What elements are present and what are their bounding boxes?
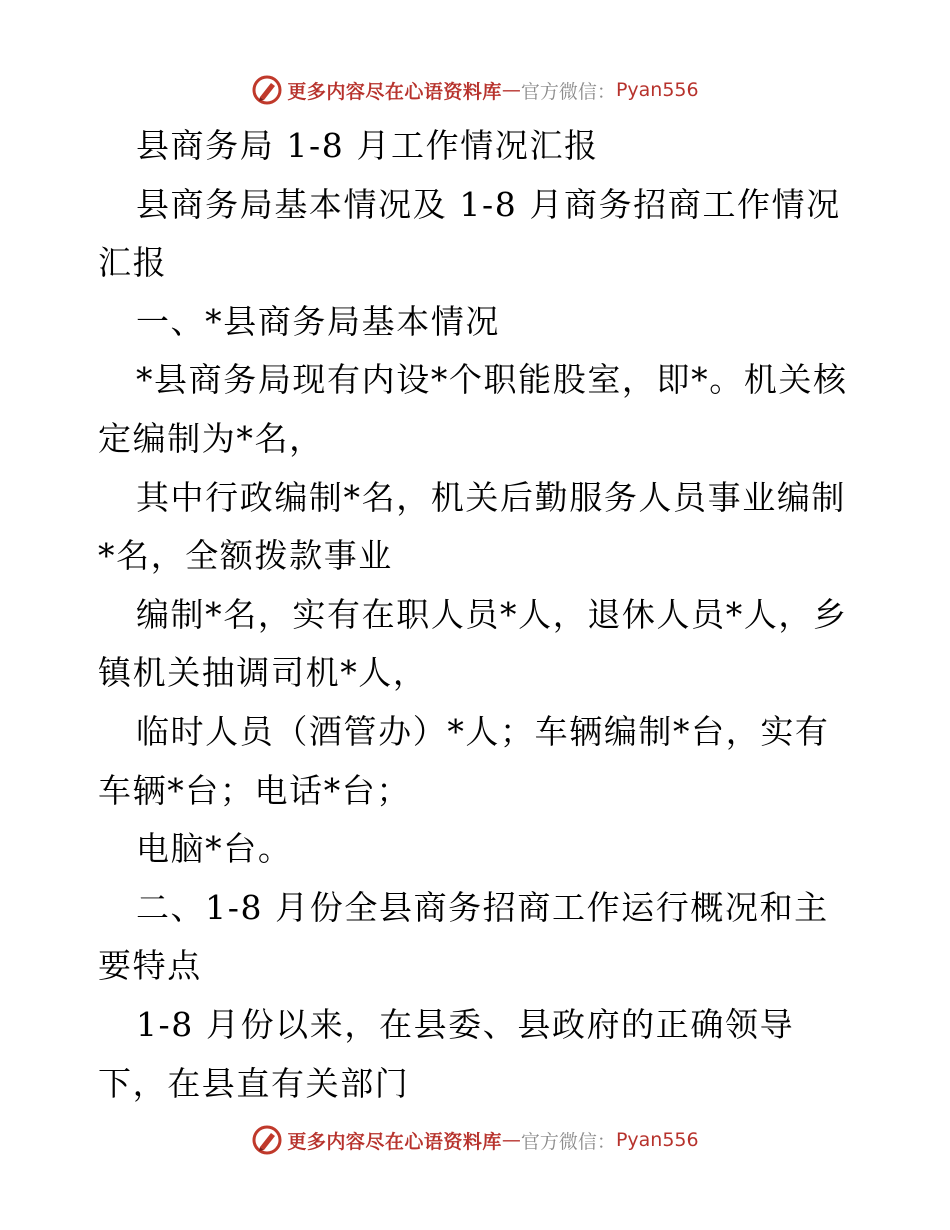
- document-subtitle: 县商务局基本情况及 1-8 月商务招商工作情况汇报: [98, 184, 841, 283]
- watermark-wechat-label: 官方微信：: [520, 80, 616, 103]
- document-body: [98, 117, 858, 1113]
- watermark-dash: —: [501, 1129, 521, 1151]
- watermark-site-text: 更多内容尽在心语资料库: [287, 80, 502, 103]
- watermark-wechat-label: 官方微信：: [520, 1130, 616, 1153]
- body-paragraph: 1-8 月份以来，在县委、县政府的正确领导下，在县直有关部门: [98, 1004, 795, 1103]
- body-paragraph: *县商务局现有内设*个职能股室，即*。机关核定编制为*名，: [98, 360, 848, 458]
- body-paragraph: 临时人员（酒管办）*人；车辆编制*台，实有车辆*台；电话*台；: [98, 711, 830, 810]
- section-heading-1: 一、*县商务局基本情况: [135, 301, 501, 341]
- watermark-wechat-id: Pyan556: [615, 79, 699, 101]
- body-paragraph: 其中行政编制*名，机关后勤服务人员事业编制*名，全额拨款事业: [98, 477, 847, 576]
- header-watermark: [0, 70, 950, 110]
- pen-logo-icon: [251, 74, 283, 106]
- pen-logo-icon: [251, 1124, 283, 1156]
- section-heading-2: 二、1-8 月份全县商务招商工作运行概况和主要特点: [98, 887, 829, 986]
- watermark-dash: —: [501, 79, 521, 101]
- watermark-site-text: 更多内容尽在心语资料库: [287, 1130, 502, 1153]
- body-paragraph: 电脑*台。: [135, 829, 293, 869]
- watermark-wechat-id: Pyan556: [615, 1129, 699, 1151]
- document-title: 县商务局 1-8 月工作情况汇报: [135, 126, 599, 165]
- footer-watermark: [0, 1120, 950, 1160]
- body-paragraph: 编制*名，实有在职人员*人，退休人员*人，乡镇机关抽调司机*人，: [98, 594, 848, 693]
